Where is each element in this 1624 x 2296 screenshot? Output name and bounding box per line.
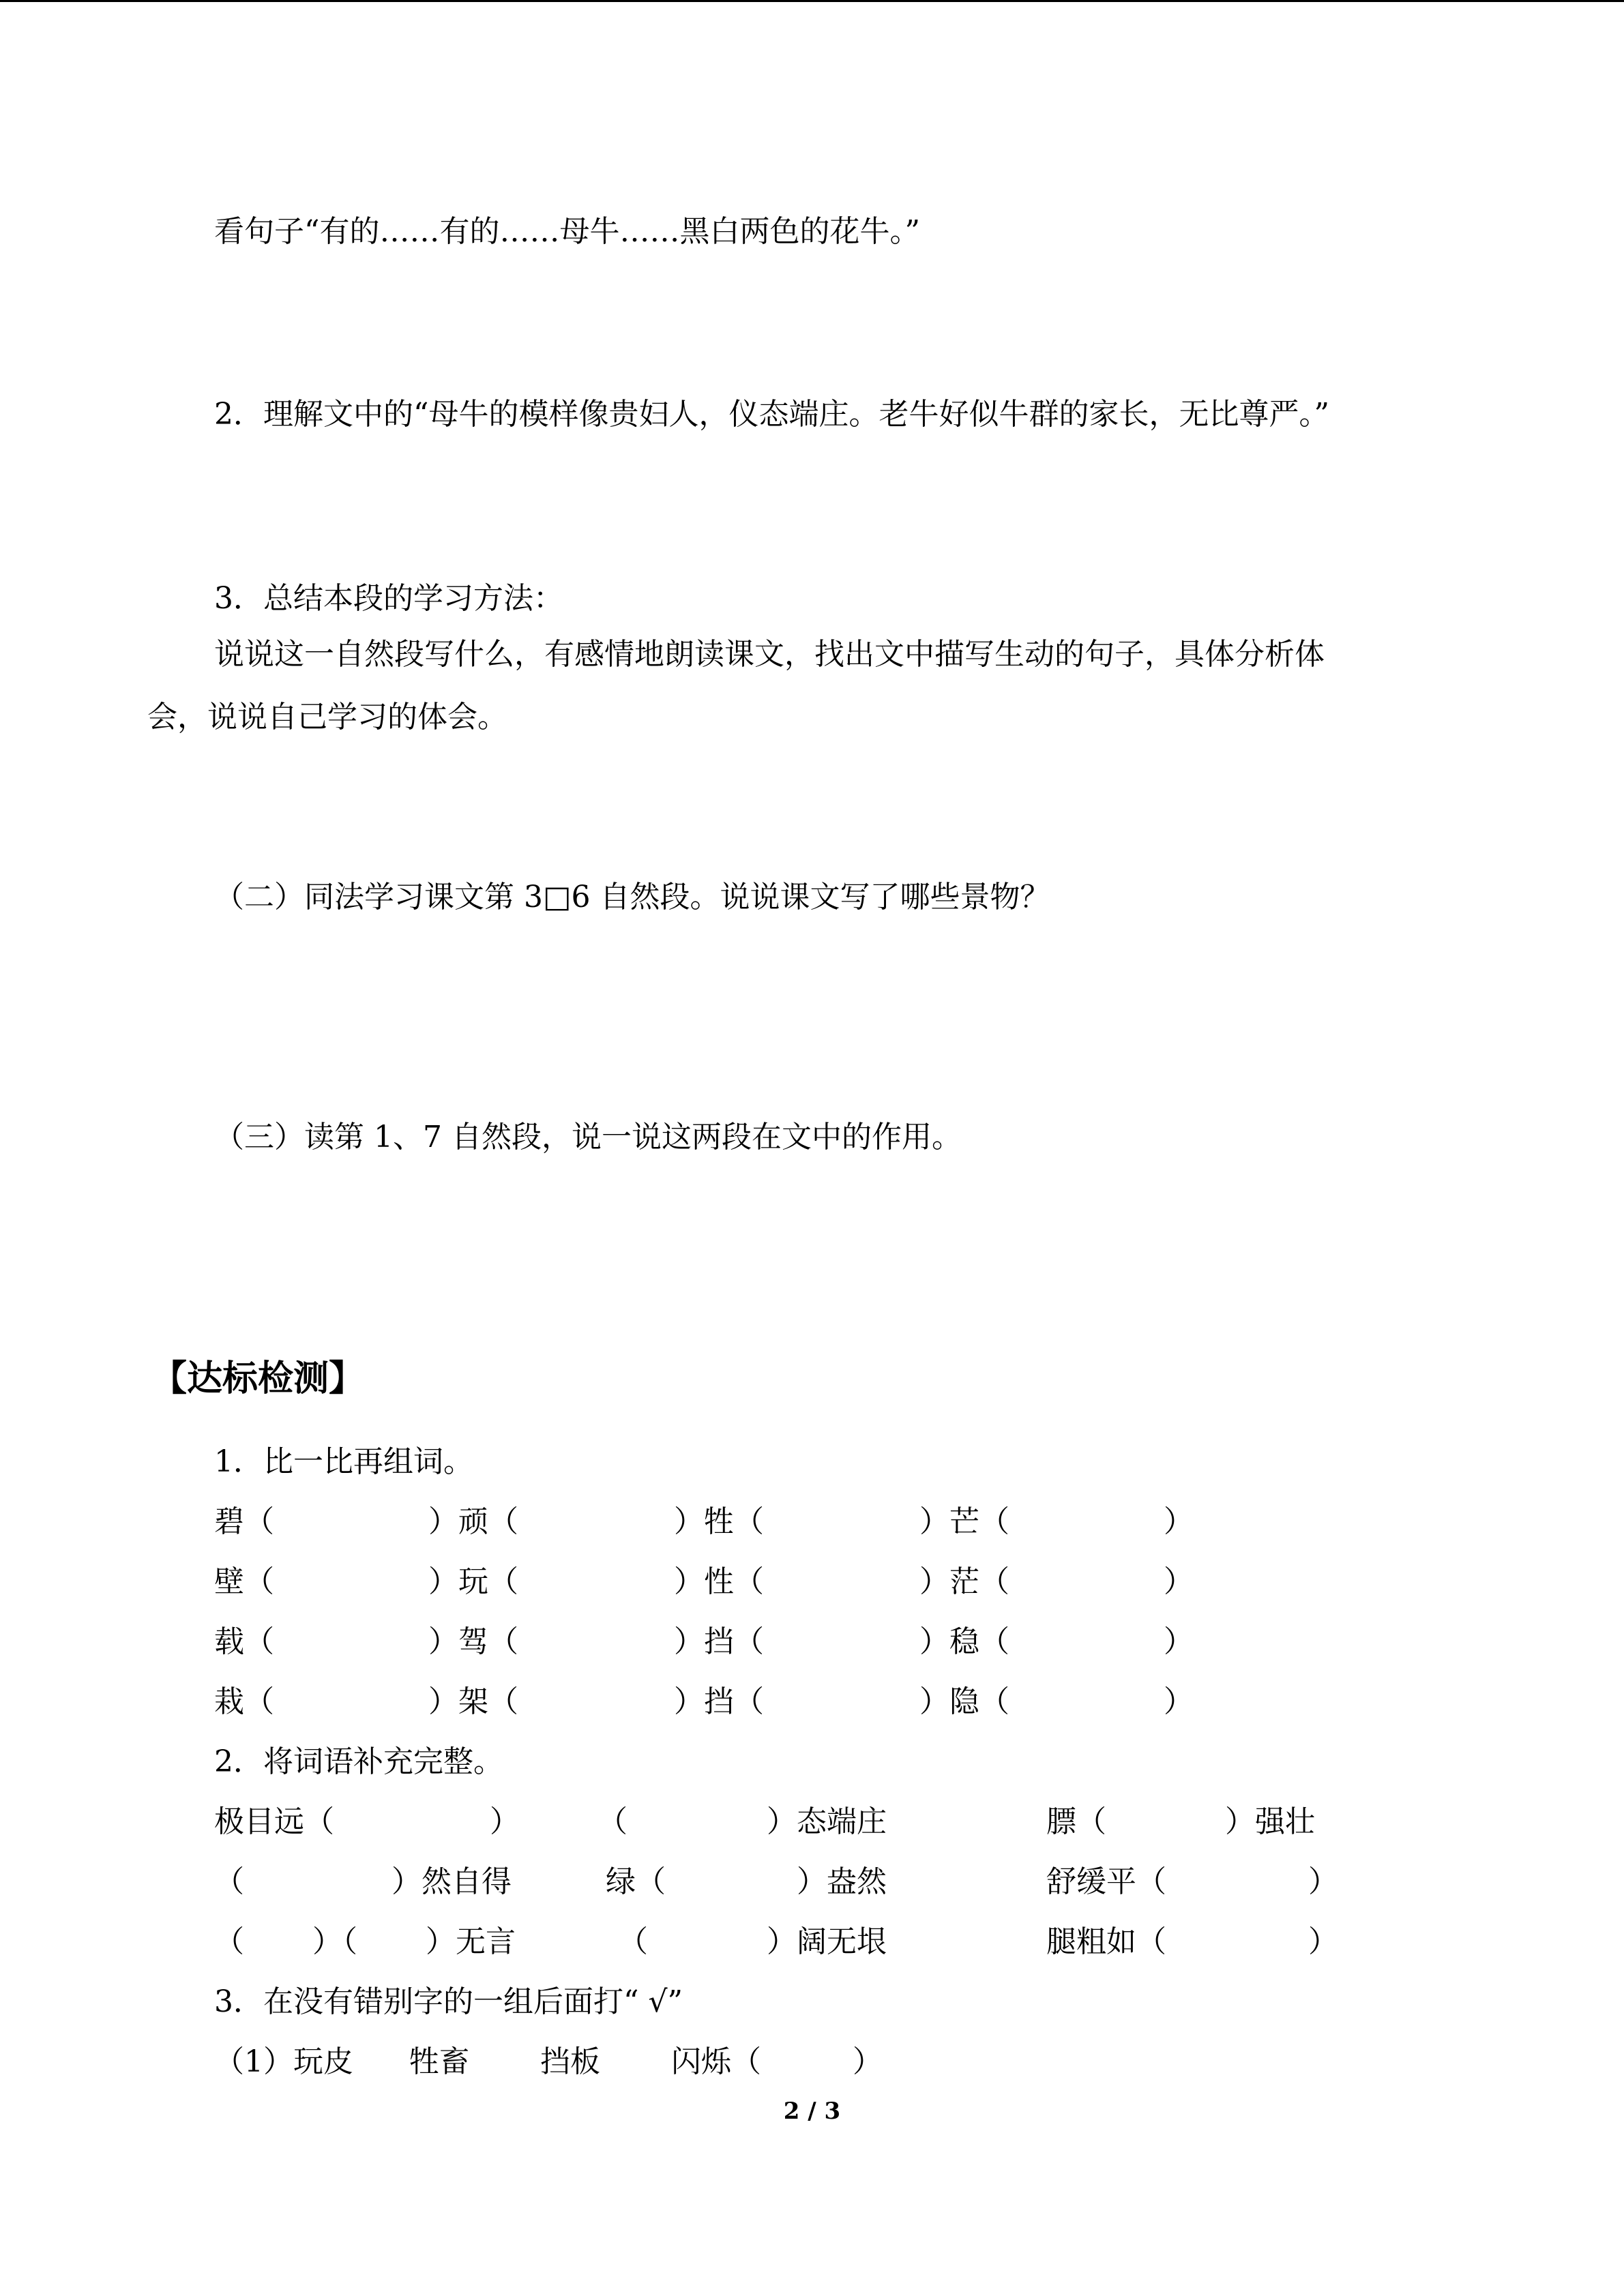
q1-cell: ）性（ <box>674 1564 764 1599</box>
q1-cell: ）茫（ <box>919 1564 1009 1599</box>
q1-cell: ）挡（ <box>674 1684 764 1719</box>
sentence-prompt: 看句子“有的……有的……母牛……黑白两色的花牛。” <box>214 214 920 249</box>
item-3-text-line2: 会，说说自己学习的体会。 <box>147 700 507 734</box>
q2-cell: ）无言 <box>426 1924 516 1959</box>
q1-cell: ） <box>1164 1684 1194 1719</box>
q1-cell: ）芒（ <box>919 1504 1009 1539</box>
q1-cell: ）隐（ <box>919 1684 1009 1719</box>
q2-cell: （ <box>214 1924 244 1959</box>
q1-cell: ）牲（ <box>674 1504 764 1539</box>
q2-cell: ）（ <box>312 1924 357 1959</box>
q1-cell: ） <box>1164 1564 1194 1599</box>
q1-cell: ）挡（ <box>674 1624 764 1659</box>
q2-cell: ）盎然 <box>797 1864 887 1899</box>
q1-cell: ）稳（ <box>919 1624 1009 1659</box>
q2-cell: 舒缓平（ <box>1046 1864 1166 1899</box>
item-3-text-line1: 说说这一自然段写什么，有感情地朗读课文，找出文中描写生动的句子，具体分析体 <box>214 637 1325 672</box>
top-border <box>0 0 1624 2</box>
q2-cell: （ <box>597 1804 628 1839</box>
item-3: 3．总结本段的学习方法： <box>214 581 563 616</box>
q3-option-word: 挡板 <box>540 2044 600 2079</box>
q1-cell: ）玩（ <box>428 1564 518 1599</box>
q2-cell: （ <box>214 1864 244 1899</box>
q1-cell: 载（ <box>214 1624 274 1659</box>
q1-cell: ）顽（ <box>428 1504 518 1539</box>
part-2: （二）同法学习课文第 3□6 自然段。说说课文写了哪些景物？ <box>214 880 1050 914</box>
assessment-heading: 【达标检测】 <box>151 1358 365 1399</box>
q1-cell: ）驾（ <box>428 1624 518 1659</box>
q2-cell: ）阔无垠 <box>767 1924 887 1959</box>
q2-cell: ） <box>1308 1924 1338 1959</box>
q3-option-word: 牲畜 <box>409 2044 469 2079</box>
q2-cell: 绿（ <box>606 1864 666 1899</box>
q2-cell: 膘（ <box>1046 1804 1106 1839</box>
q2-cell: 腿粗如（ <box>1046 1924 1166 1959</box>
q2-cell: ）然自得 <box>392 1864 512 1899</box>
q1-cell: ） <box>1164 1504 1194 1539</box>
q1-cell: 碧（ <box>214 1504 274 1539</box>
q3-option-word: ） <box>853 2044 883 2079</box>
q2-cell: ）态端庄 <box>767 1804 887 1839</box>
item-2: 2．理解文中的“母牛的模样像贵妇人，仪态端庄。老牛好似牛群的家长，无比尊严。” <box>214 397 1329 432</box>
q1-cell: 栽（ <box>214 1684 274 1719</box>
q3-prompt: 3．在没有错别字的一组后面打“ √” <box>214 1984 683 2019</box>
q2-cell: （ <box>618 1924 648 1959</box>
q1-cell: 壁（ <box>214 1564 274 1599</box>
q3-option-word: 闪烁（ <box>671 2044 761 2079</box>
part-3: （三）读第 1、7 自然段，说一说这两段在文中的作用。 <box>214 1120 962 1154</box>
q1-cell: ） <box>1164 1624 1194 1659</box>
page-number: 2 / 3 <box>783 2098 841 2125</box>
q2-prompt: 2．将词语补充完整。 <box>214 1744 503 1779</box>
q2-cell: ） <box>490 1804 520 1839</box>
q2-cell: ） <box>1308 1864 1338 1899</box>
q2-cell: ）强壮 <box>1225 1804 1315 1839</box>
q2-cell: 极目远（ <box>214 1804 334 1839</box>
q3-option-word: （1）玩皮 <box>214 2044 353 2079</box>
q1-prompt: 1．比一比再组词。 <box>214 1444 473 1479</box>
q1-cell: ）架（ <box>428 1684 518 1719</box>
